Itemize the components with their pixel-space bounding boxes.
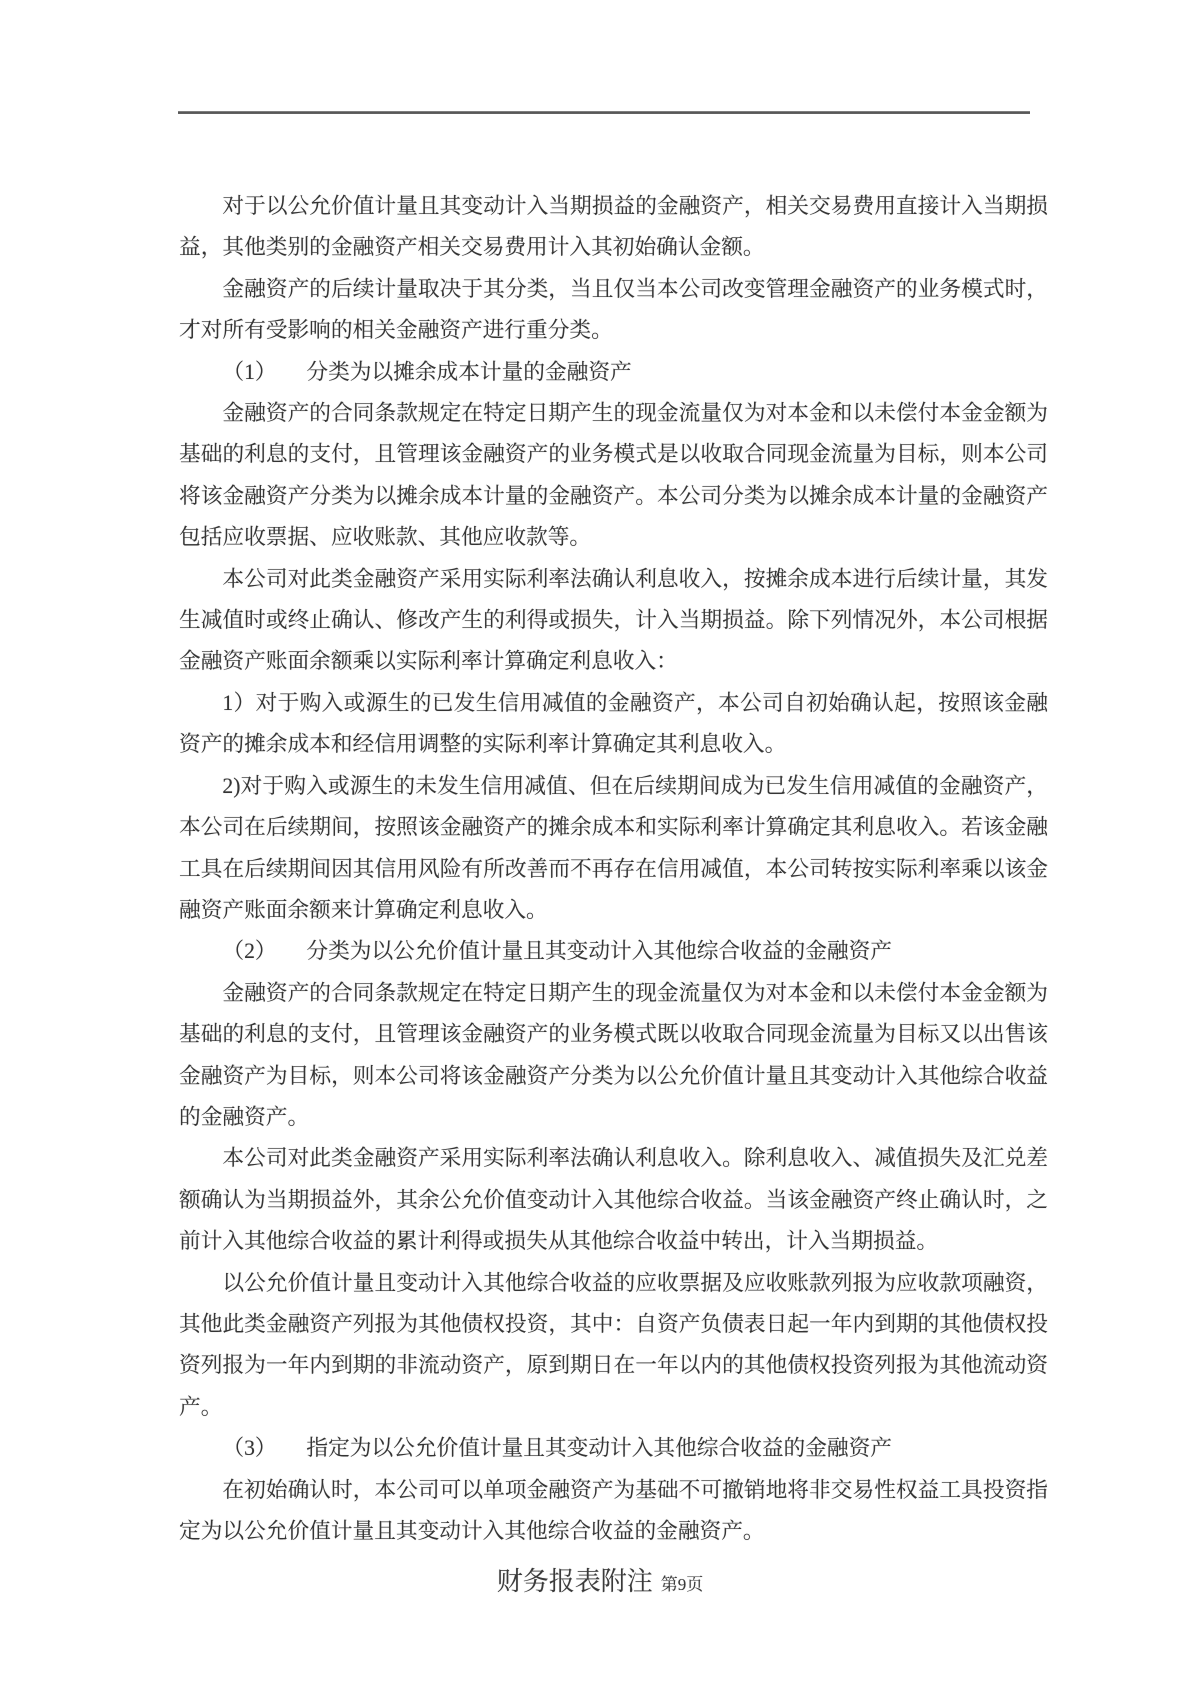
paragraph: 1）对于购入或源生的已发生信用减值的金融资产，本公司自初始确认起，按照该金融资产的摊余成本和经信用调整的实际利率计算确定其利息收入。 [179,690,1048,757]
paragraph: 本公司对此类金融资产采用实际利率法确认利息收入，按摊余成本进行后续计量，其发生减值时或终止确认、修改产生的利得或损失，计入当期损益。除下列情况外，本公司根据金融资产账面余额乘以实际利率计算确定利息收入： [179,566,1048,674]
paragraph: 2)对于购入或源生的未发生信用减值、但在后续期间成为已发生信用减值的金融资产，本公司在后续期间，按照该金融资产的摊余成本和实际利率计算确定其利息收入。若该金融工具在后续期间因其信用风险有所改善而不再存在信用减值，本公司转按实际利率乘以该金融资产账面余额来计算确定利息收入。 [179,773,1048,922]
section-heading [179,352,1048,393]
paragraph: 金融资产的合同条款规定在特定日期产生的现金流量仅为对本金和以未偿付本金金额为基础的利息的支付，且管理该金融资产的业务模式既以收取合同现金流量为目标又以出售该金融资产为目标，则本公司将该金融资产分类为以公允价值计量且其变动计入其他综合收益的金融资产。 [179,980,1048,1129]
paragraph: 以公允价值计量且变动计入其他综合收益的应收票据及应收账款列报为应收款项融资，其他此类金融资产列报为其他债权投资，其中：自资产负债表日起一年内到期的其他债权投资列报为一年内到期的非流动资产，原到期日在一年以内的其他债权投资列报为其他流动资产。 [179,1270,1048,1419]
heading-text: 指定为以公允价值计量且其变动计入其他综合收益的金融资产 [306,1436,892,1461]
paragraph: 本公司对此类金融资产采用实际利率法确认利息收入。除利息收入、减值损失及汇兑差额确认为当期损益外，其余公允价值变动计入其他综合收益。当该金融资产终止确认时，之前计入其他综合收益的累计利得或损失从其他综合收益中转出，计入当期损益。 [179,1146,1048,1254]
paragraph: 在初始确认时，本公司可以单项金融资产为基础不可撤销地将非交易性权益工具投资指定为以公允价值计量且其变动计入其他综合收益的金融资产。 [179,1477,1048,1543]
heading-number: （1） [222,359,277,384]
section-heading [179,1428,1048,1469]
page-footer [0,1566,1200,1602]
header-rule [178,111,1030,114]
paragraph: 对于以公允价值计量且其变动计入当期损益的金融资产，相关交易费用直接计入当期损益，其他类别的金融资产相关交易费用计入其初始确认金额。 [179,194,1048,260]
heading-number: （2） [222,939,277,964]
heading-text: 分类为以公允价值计量且其变动计入其他综合收益的金融资产 [306,939,892,964]
heading-text: 分类为以摊余成本计量的金融资产 [306,359,632,384]
section-heading [179,931,1048,972]
paragraph: 金融资产的合同条款规定在特定日期产生的现金流量仅为对本金和以未偿付本金金额为基础的利息的支付，且管理该金融资产的业务模式是以收取合同现金流量为目标，则本公司将该金融资产分类为以摊余成本计量的金融资产。本公司分类为以摊余成本计量的金融资产包括应收票据、应收账款、其他应收款等。 [179,401,1048,550]
paragraph: 金融资产的后续计量取决于其分类，当且仅当本公司改变管理金融资产的业务模式时，才对所有受影响的相关金融资产进行重分类。 [179,276,1048,343]
heading-number: （3） [222,1436,277,1461]
footer-title: 财务报表附注 [496,1567,653,1596]
document-body [179,186,1048,1552]
page-number: 第9页 [660,1575,704,1594]
